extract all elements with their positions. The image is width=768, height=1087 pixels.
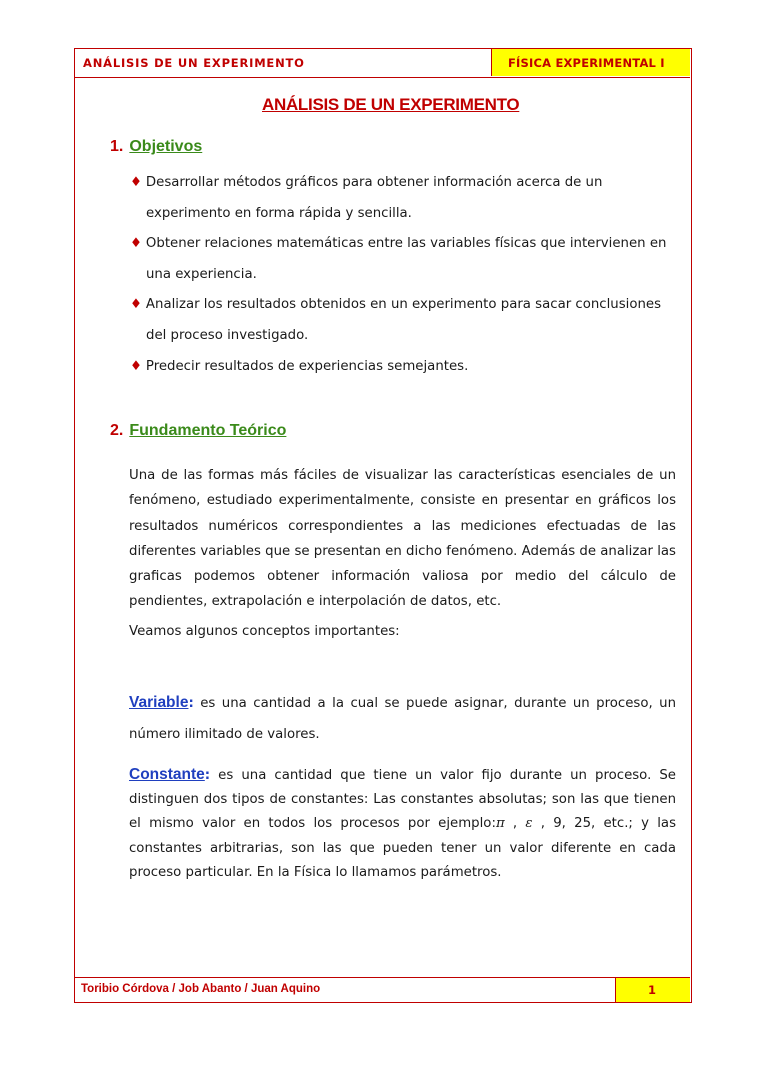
variable-text: es una cantidad a la cual se puede asignar, durante un proceso, un número ilimitado de valores. (129, 696, 676, 742)
section-2-number: 2. (110, 422, 124, 439)
page-number: 1 (648, 983, 657, 997)
constante-colon: : (204, 768, 211, 783)
header-right-box (491, 49, 690, 76)
header-left-title: ANÁLISIS DE UN EXPERIMENTO (83, 56, 305, 70)
objective-text: Desarrollar métodos gráficos para obtener información acerca de un (145, 175, 603, 190)
pi-symbol: π (495, 816, 505, 832)
objective-item (130, 290, 676, 351)
objective-item (130, 229, 676, 290)
objective-item (130, 168, 676, 229)
footer-page-box (615, 978, 690, 1002)
document-title: ANÁLISIS DE UN EXPERIMENTO (262, 95, 520, 114)
footer-authors: Toribio Córdova / Job Abanto / Juan Aquino (81, 983, 321, 995)
diamond-bullet-icon: ♦ (130, 236, 142, 251)
page-header (75, 49, 690, 78)
section-2-heading (110, 422, 286, 440)
section-2-title: Fundamento Teórico (129, 422, 287, 439)
variable-definition (129, 687, 676, 750)
variable-term: Variable (129, 694, 189, 711)
section-1-number: 1. (110, 138, 124, 155)
symbol-separator: , (504, 816, 526, 832)
constante-term: Constante (129, 766, 205, 783)
objective-text: Analizar los resultados obtenidos en un experimento para sacar conclusiones (145, 297, 662, 312)
diamond-bullet-icon: ♦ (130, 359, 142, 374)
constante-text-continued: , 9, 25, etc.; y las constantes arbitrarias, son las que pueden tener un valor diferente en cada proceso particular. En la Física lo llamamos parámetros. (129, 816, 676, 880)
concepts-intro: Veamos algunos conceptos importantes: (129, 624, 400, 639)
theory-paragraph: Una de las formas más fáciles de visualizar las características esenciales de un fenómeno, estudiado experimentalmente, consiste en presentar en gráficos los resultados numéricos correspondientes a las mediciones efectuadas de las diferentes variables que se presentan en dicho fenómeno. Además de analizar las graficas podemos obtener información valiosa por medio del cálculo de pendientes, extrapolación e interpolación de datos, etc. (129, 468, 676, 610)
section-1-title: Objetivos (129, 138, 203, 155)
constante-text: es una cantidad que tiene un valor fijo durante un proceso. Se distinguen dos tipos de constantes: Las constantes absolutas; son las que tienen el mismo valor en todos los procesos por ejemplo: (129, 768, 676, 832)
header-right-title: FÍSICA EXPERIMENTAL I (508, 56, 665, 70)
objective-text: Obtener relaciones matemáticas entre las variables físicas que intervienen en (145, 236, 667, 251)
objective-text-continued: experimento en forma rápida y sencilla. (146, 205, 412, 221)
constante-definition (129, 763, 676, 885)
objective-item (130, 352, 676, 383)
page-footer (75, 977, 690, 1002)
objective-text: Predecir resultados de experiencias semejantes. (145, 359, 469, 374)
objective-text-continued: una experiencia. (146, 266, 257, 282)
epsilon-symbol: ε (525, 816, 533, 832)
variable-colon: : (188, 696, 194, 711)
section-1-heading (110, 138, 202, 156)
diamond-bullet-icon: ♦ (130, 175, 142, 190)
objective-text-continued: del proceso investigado. (146, 327, 309, 343)
diamond-bullet-icon: ♦ (130, 297, 142, 312)
